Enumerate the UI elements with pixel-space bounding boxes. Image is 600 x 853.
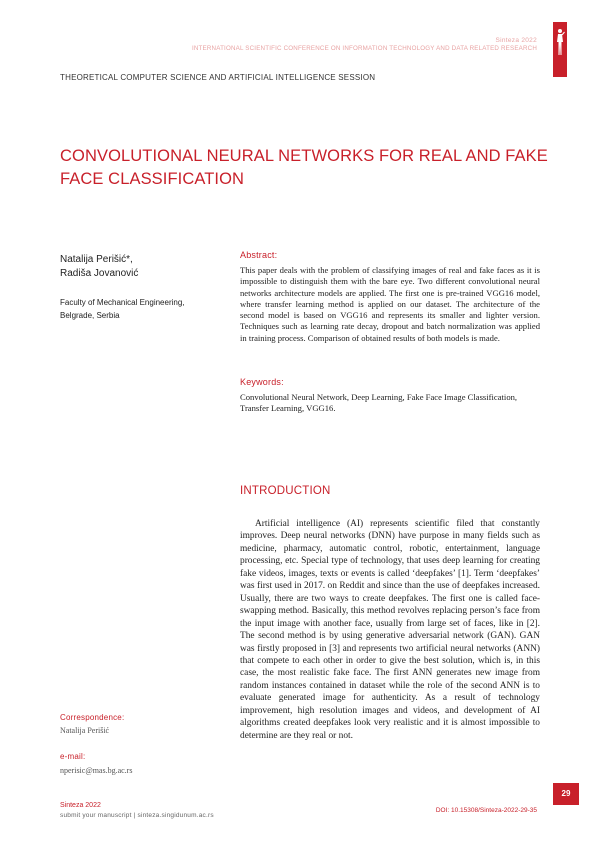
affiliation — [60, 296, 210, 322]
author-name: Radiša Jovanović — [60, 268, 139, 279]
footer-conference-name: Sinteza 2022 — [60, 802, 101, 809]
logo-bar — [553, 22, 567, 77]
introduction-heading: INTRODUCTION — [240, 485, 331, 497]
affiliation-line: Belgrade, Serbia — [60, 311, 120, 320]
page-number: 29 — [553, 783, 579, 805]
session-title: THEORETICAL COMPUTER SCIENCE AND ARTIFICIAL INTELLIGENCE SESSION — [60, 73, 376, 82]
introduction-text: Artificial intelligence (AI) represents scientific filed that constantly improves. Deep neural networks (DNN) have purpose in many fields such as medicine, pharmacy, automatic control, robotic, entertainment, language processing, etc. Special type of technology, that uses deep learning for creating fake videos, images, texts or events is called ‘deepfakes’ [1]. Term ‘deepfakes’ was first used in 2017. on Reddit and since than the use of deepfakes increased. Usually, there are two ways to create deepfakes. The first one is called face-swapping method. Basically, this method revolves replacing person’s face from the input image with another face, usually from large set of faces, like in [2]. The second method is by using generative adversarial network (GAN). GAN was firstly proposed in [3] and represents two artificial neural networks (ANN) that compete to each other in order to give the best solution, which is, in this case, the most realistic fake face. The first ANN generates new image from random instances contained in dataset while the role of the second ANN is to evaluate generated image for authenticity. As a result of technology improvement, high resolution images and videos, and development of AI algorithms created deepfakes look very realistic and it is almost impossible to determine are they real or not. — [240, 519, 540, 741]
author-name: Natalija Perišić*, — [60, 254, 133, 265]
footer-submit-link[interactable]: submit your manuscript | sinteza.singidunum.ac.rs — [60, 812, 214, 819]
correspondence-name: Natalija Perišić — [60, 726, 110, 735]
conference-subtitle: INTERNATIONAL SCIENTIFIC CONFERENCE ON INFORMATION TECHNOLOGY AND DATA RELATED RESEARCH — [191, 45, 537, 52]
affiliation-line: Faculty of Mechanical Engineering, — [60, 298, 185, 307]
statue-figure-icon — [555, 28, 565, 58]
conference-name: Sinteza 2022 — [495, 37, 537, 44]
abstract-label: Abstract: — [240, 250, 278, 260]
abstract-text: This paper deals with the problem of classifying images of real and fake faces as it is impossible to distinguish them with the bare eye. Two different convolutional neural networks architecture models are applied. The first one is pre-trained VGG16 model, where transfer learning method is applied on our dataset. The architecture of the second model is based on VGG16 and represents its smaller and lighter version. Techniques such as learning rate decay, dropout and batch normalization was applied in training process. Comparison of obtained results of both models is made. — [240, 265, 540, 343]
paper-title: CONVOLUTIONAL NEURAL NETWORKS FOR REAL AND FAKE FACE CLASSIFICATION — [60, 147, 548, 188]
email-link[interactable]: nperisic@mas.bg.ac.rs — [60, 766, 133, 775]
keywords-text: Convolutional Neural Network, Deep Learning, Fake Face Image Classification, Transfer Learning, VGG16. — [240, 392, 518, 414]
keywords-label: Keywords: — [240, 377, 284, 387]
email-label: e-mail: — [60, 752, 86, 761]
correspondence-label: Correspondence: — [60, 713, 125, 722]
author-list — [60, 253, 138, 281]
doi-link[interactable]: DOI: 10.15308/Sinteza-2022-29-35 — [435, 807, 537, 814]
